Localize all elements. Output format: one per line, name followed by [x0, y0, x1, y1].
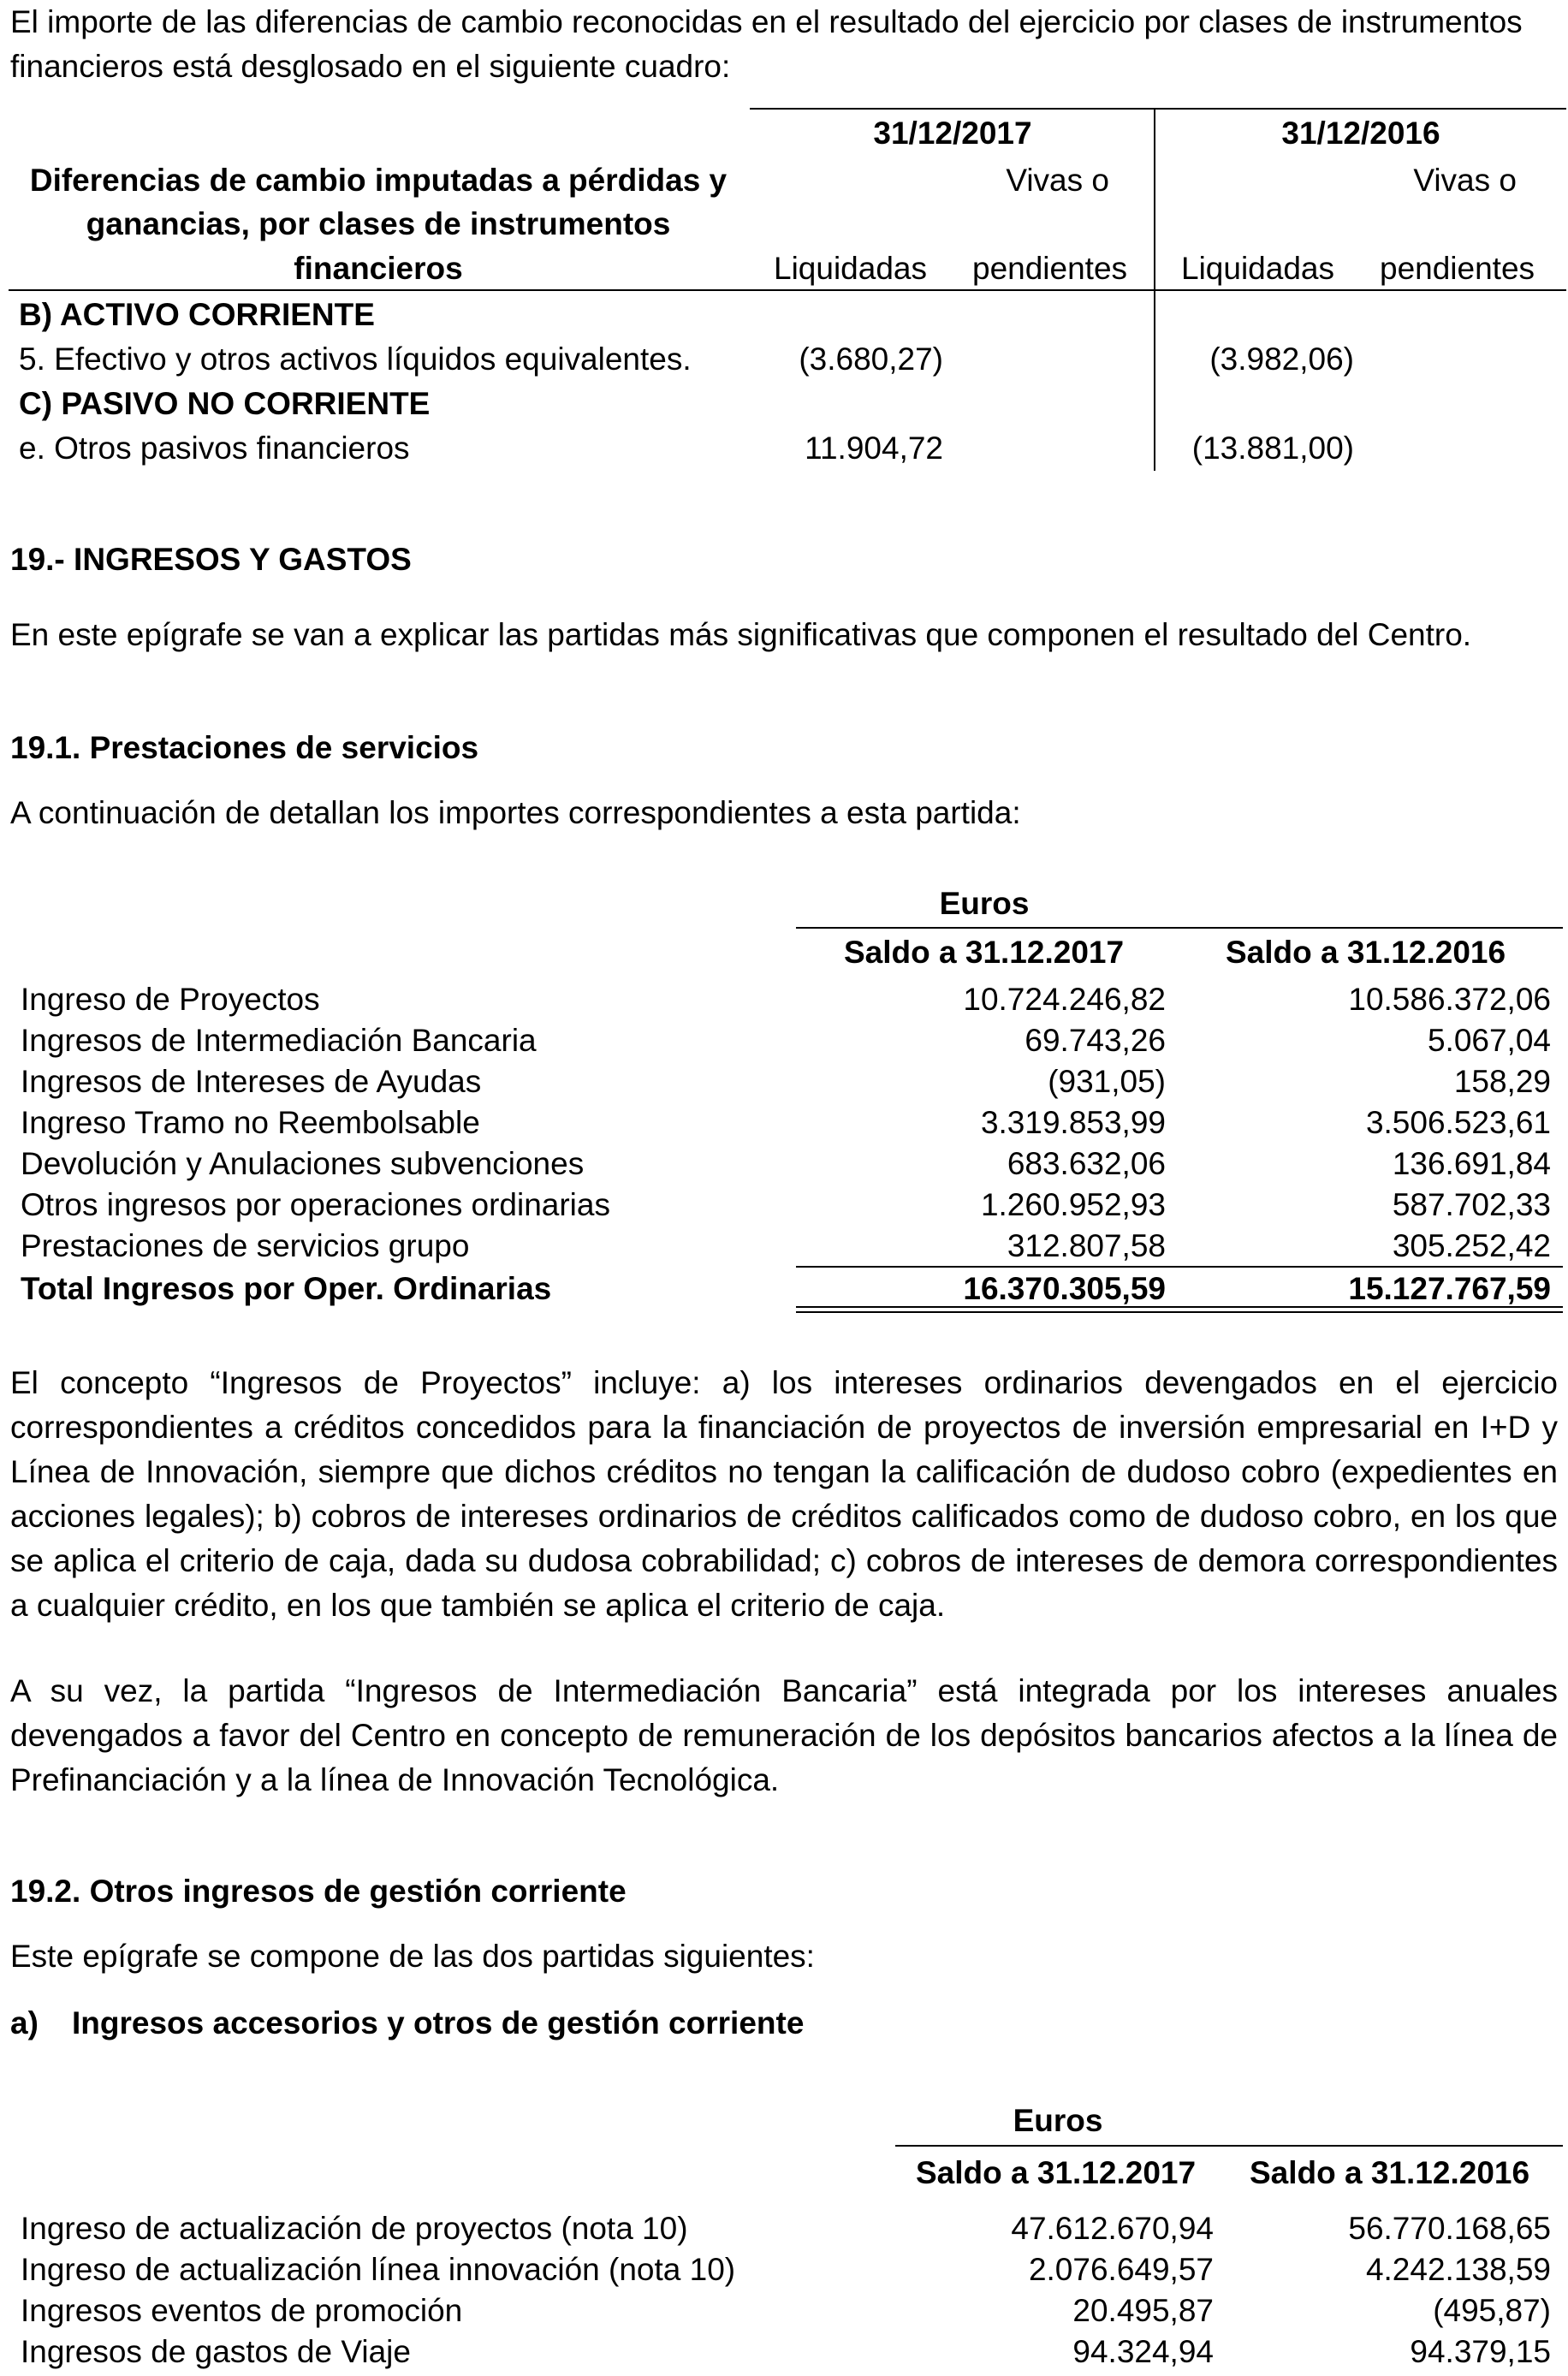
- col-header-settled: Liquidadas: [774, 251, 927, 286]
- row-header-line: Diferencias de cambio imputadas a pérdidas y: [29, 163, 728, 198]
- table-row-label: 5. Efectivo y otros activos líquidos equivalentes.: [19, 342, 692, 377]
- table-total-2017: 16.370.305,59: [963, 1271, 1166, 1306]
- table-cell-2017: 69.743,26: [1025, 1023, 1166, 1058]
- table-row-label: Ingresos eventos de promoción: [21, 2293, 463, 2328]
- period-header-2017: 31/12/2017: [873, 116, 1032, 151]
- col-header-pending: Vivas o: [1413, 163, 1517, 198]
- table-cell-2017: 94.324,94: [1072, 2334, 1214, 2369]
- section-paragraph: Este epígrafe se compone de las dos partidas siguientes:: [10, 1939, 815, 1974]
- table-cell-2016: 158,29: [1453, 1064, 1551, 1099]
- intro-paragraph: El importe de las diferencias de cambio reconocidas en el resultado del ejercicio por clases de instrumentos financieros está desglosado en el siguiente cuadro:: [10, 4, 1523, 84]
- total-double-rule: [796, 1311, 1563, 1313]
- table-row-label: Ingreso de Proyectos: [21, 982, 320, 1017]
- col-header-pending: pendientes: [1380, 251, 1535, 286]
- table-row-label: Ingreso de actualización línea innovación (nota 10): [21, 2252, 736, 2287]
- table-row-label: C) PASIVO NO CORRIENTE: [19, 386, 431, 421]
- col-header-2017: Saldo a 31.12.2017: [844, 935, 1125, 970]
- table-row-label: Prestaciones de servicios grupo: [21, 1228, 470, 1263]
- table-cell-2016: (3.982,06): [1209, 342, 1354, 377]
- table-cell-2016: 3.506.523,61: [1365, 1105, 1551, 1140]
- row-header-line: ganancias, por clases de instrumentos: [86, 206, 671, 241]
- table-row-label: Otros ingresos por operaciones ordinarias: [21, 1187, 610, 1222]
- table-cell-2016: 587.702,33: [1392, 1187, 1551, 1222]
- currency-label: Euros: [1013, 2103, 1103, 2138]
- table-cell-2016: 136.691,84: [1392, 1146, 1551, 1181]
- section-heading: 19.- INGRESOS Y GASTOS: [10, 542, 412, 577]
- table-row-label: Ingresos de gastos de Viaje: [21, 2334, 411, 2369]
- table-row-label: Ingresos de Intermediación Bancaria: [21, 1023, 537, 1058]
- table-row-label: Devolución y Anulaciones subvenciones: [21, 1146, 585, 1181]
- table-row-label: B) ACTIVO CORRIENTE: [19, 297, 375, 332]
- paragraph-intermediacion: A su vez, la partida “Ingresos de Intermediación Bancaria” está integrada por los intereses anuales devengados a favor del Centro en concepto de remuneración de los depósitos bancarios afectos a la línea de Prefinanciación y a la línea de Innovación Tecnológica.: [10, 1673, 1558, 1797]
- table-cell-2016: 10.586.372,06: [1348, 982, 1551, 1017]
- section-paragraph: A continuación de detallan los importes correspondientes a esta partida:: [10, 795, 1021, 830]
- subsection-heading: Ingresos accesorios y otros de gestión corriente: [72, 2005, 805, 2040]
- table-cell-2017: 2.076.649,57: [1028, 2252, 1214, 2287]
- table-cell-2017: (3.680,27): [799, 342, 943, 377]
- table-cell-2017: 312.807,58: [1007, 1228, 1166, 1263]
- paragraph-ingresos-proyectos: El concepto “Ingresos de Proyectos” incluye: a) los intereses ordinarios devengados en el ejercicio correspondientes a créditos concedidos para la financiación de proyectos de inversión empresarial en I+D y Línea de Innovación, siempre que dichos créditos no tengan la calificación de dudoso cobro (expedientes en acciones legales); b) cobros de intereses ordinarios de créditos calificados como de dudoso cobro, en los que se aplica el criterio de caja, dada su dudosa cobrabilidad; c) cobros de intereses de demora correspondientes a cualquier crédito, en los que también se aplica el criterio de caja.: [10, 1365, 1558, 1623]
- table-row-label: Ingreso de actualización de proyectos (nota 10): [21, 2211, 688, 2246]
- table-rule: [796, 927, 1563, 929]
- col-header-2016: Saldo a 31.12.2016: [1226, 935, 1506, 970]
- table-total-label: Total Ingresos por Oper. Ordinarias: [21, 1271, 552, 1306]
- table-cell-2017: 683.632,06: [1007, 1146, 1166, 1181]
- table-row-label: Ingresos de Intereses de Ayudas: [21, 1064, 482, 1099]
- section-paragraph: En este epígrafe se van a explicar las partidas más significativas que componen el resultado del Centro.: [10, 617, 1472, 652]
- row-header-line: financieros: [294, 251, 463, 286]
- table-rule: [750, 108, 1566, 110]
- table-cell-2017: (931,05): [1048, 1064, 1166, 1099]
- table-row-label: Ingreso Tramo no Reembolsable: [21, 1105, 480, 1140]
- table-cell-2017: 11.904,72: [805, 431, 943, 466]
- col-header-pending: pendientes: [972, 251, 1128, 286]
- section-heading: 19.2. Otros ingresos de gestión corriente: [10, 1874, 627, 1909]
- col-header-settled: Liquidadas: [1181, 251, 1334, 286]
- table-cell-2016: 5.067,04: [1427, 1023, 1551, 1058]
- table-cell-2016: 56.770.168,65: [1348, 2211, 1551, 2246]
- table-cell-2017: 20.495,87: [1072, 2293, 1214, 2328]
- table-cell-2016: (13.881,00): [1191, 431, 1354, 466]
- table-rule: [895, 2145, 1563, 2147]
- table-cell-2017: 47.612.670,94: [1011, 2211, 1214, 2246]
- col-header-2017: Saldo a 31.12.2017: [916, 2155, 1197, 2190]
- table-cell-2017: 3.319.853,99: [980, 1105, 1166, 1140]
- section-heading: 19.1. Prestaciones de servicios: [10, 730, 479, 765]
- table-row-label: e. Otros pasivos financieros: [19, 431, 410, 466]
- col-header-pending: Vivas o: [1006, 163, 1109, 198]
- table-cell-2017: 10.724.246,82: [963, 982, 1166, 1017]
- table-cell-2016: 305.252,42: [1392, 1228, 1551, 1263]
- subsection-letter: a): [10, 2005, 39, 2040]
- total-double-rule: [796, 1306, 1563, 1308]
- table-total-2016: 15.127.767,59: [1348, 1271, 1551, 1306]
- table-cell-2017: 1.260.952,93: [980, 1187, 1166, 1222]
- period-header-2016: 31/12/2016: [1281, 116, 1440, 151]
- table-cell-2016: 94.379,15: [1410, 2334, 1551, 2369]
- table-cell-2016: 4.242.138,59: [1365, 2252, 1551, 2287]
- currency-label: Euros: [939, 886, 1030, 921]
- col-header-2016: Saldo a 31.12.2016: [1250, 2155, 1530, 2190]
- table-cell-2016: (495,87): [1433, 2293, 1551, 2328]
